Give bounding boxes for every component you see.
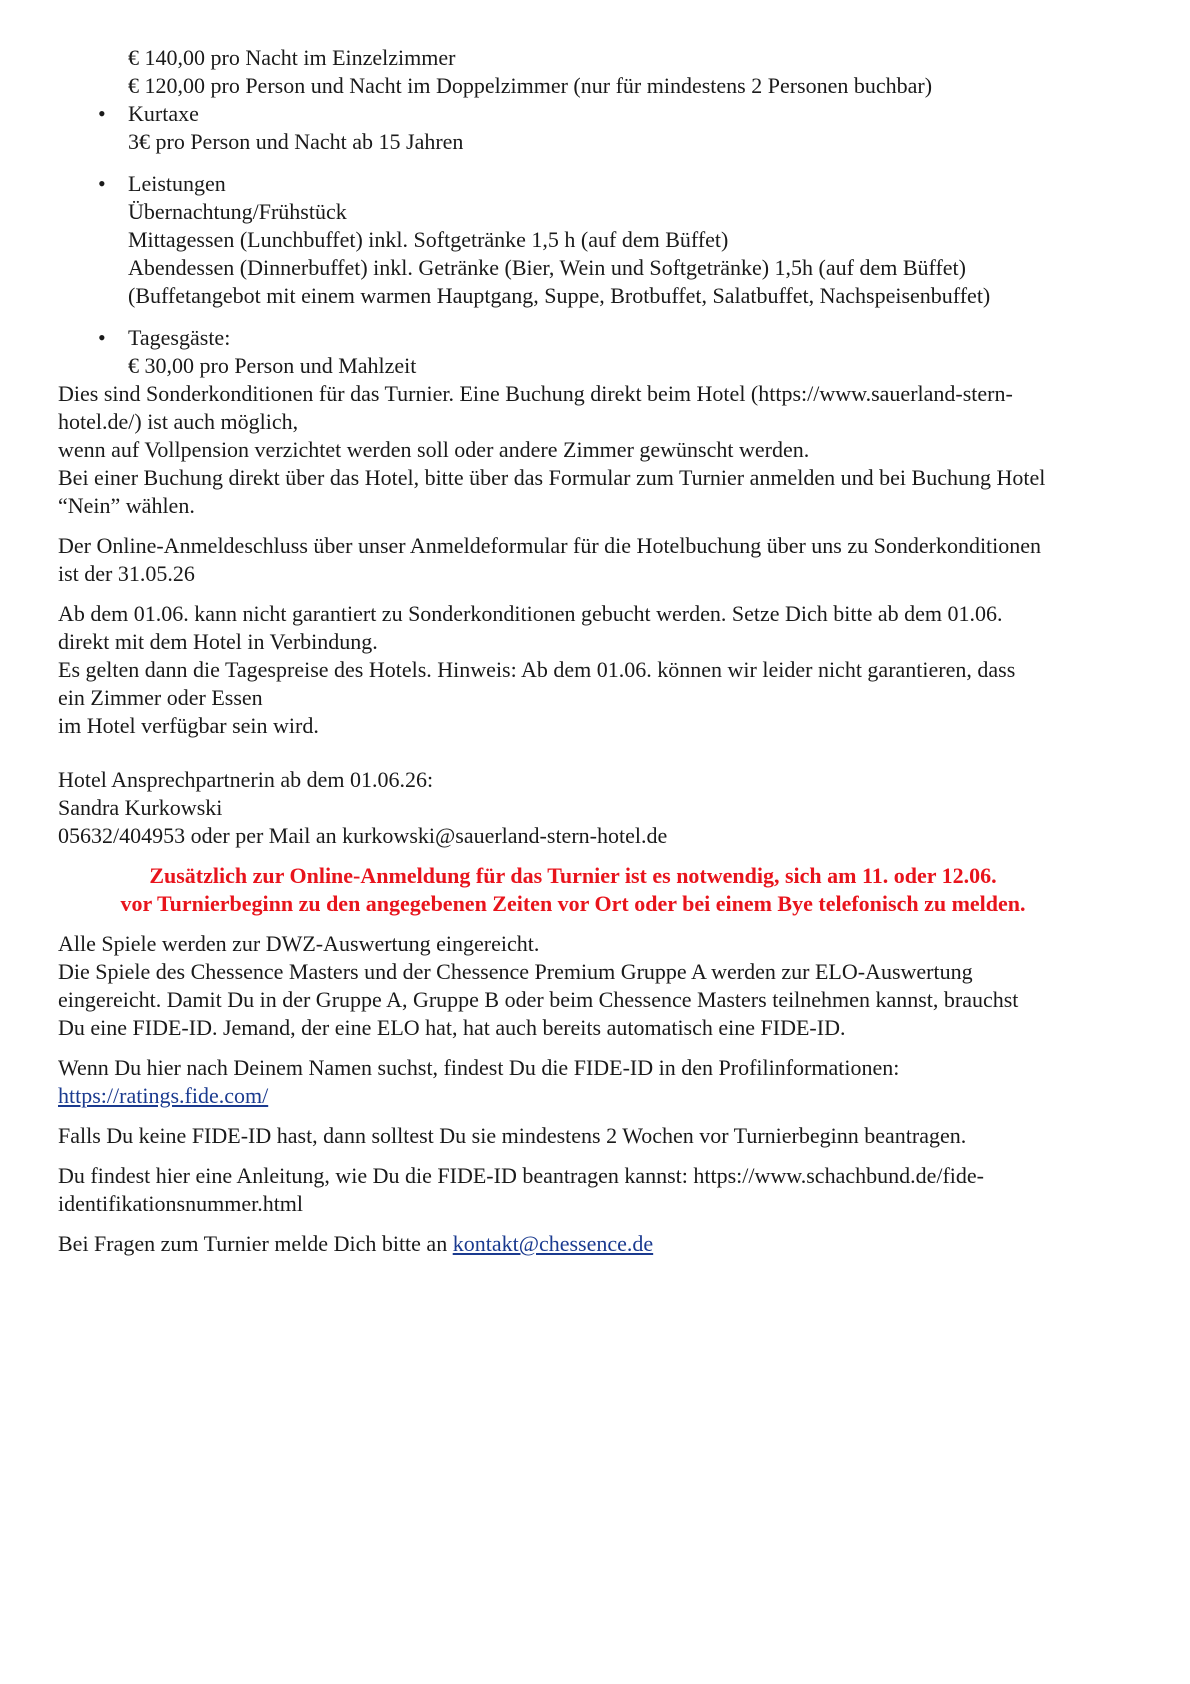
price-double: € 120,00 pro Person und Nacht im Doppelzimmer (nur für mindestens 2 Personen buchbar)	[128, 73, 933, 98]
paragraph-line: direkt mit dem Hotel in Verbindung.	[58, 629, 378, 654]
paragraph-line: Die Spiele des Chessence Masters und der Chessence Premium Gruppe A werden zur ELO-Auswertung	[58, 959, 973, 984]
paragraph-tagespreise	[58, 600, 1148, 740]
paragraph-line: Es gelten dann die Tagespreise des Hotels. Hinweis: Ab dem 01.06. können wir leider nicht garantieren, dass	[58, 657, 1016, 682]
bullet-line: (Buffetangebot mit einem warmen Hauptgang, Suppe, Brotbuffet, Salatbuffet, Nachspeisenbuffet)	[128, 283, 991, 308]
bullet-line: 3€ pro Person und Nacht ab 15 Jahren	[128, 129, 464, 154]
paragraph-line: eingereicht. Damit Du in der Gruppe A, Gruppe B oder beim Chessence Masters teilnehmen kannst, brauchst	[58, 987, 1019, 1012]
paragraph-line: Dies sind Sonderkonditionen für das Turnier. Eine Buchung direkt beim Hotel (https://www.sauerland-stern-	[58, 381, 1013, 406]
bullet-line: Abendessen (Dinnerbuffet) inkl. Getränke (Bier, Wein und Softgetränke) 1,5h (auf dem Büffet)	[128, 255, 966, 280]
registration-notice	[58, 862, 1088, 918]
paragraph-line: im Hotel verfügbar sein wird.	[58, 713, 319, 738]
paragraph-fide-apply: Falls Du keine FIDE-ID hast, dann solltest Du sie mindestens 2 Wochen vor Turnierbeginn beantragen.	[58, 1123, 967, 1148]
paragraph-fide-search	[58, 1054, 1148, 1110]
contact-phone-mail: 05632/404953 oder per Mail an kurkowski@sauerland-stern-hotel.de	[58, 823, 668, 848]
questions-text: Bei Fragen zum Turnier melde Dich bitte an	[58, 1231, 453, 1256]
bullet-line: Übernachtung/Frühstück	[128, 199, 347, 224]
paragraph-line: ist der 31.05.26	[58, 561, 195, 586]
price-single: € 140,00 pro Nacht im Einzelzimmer	[128, 45, 456, 70]
paragraph-line: Alle Spiele werden zur DWZ-Auswertung eingereicht.	[58, 931, 540, 956]
paragraph-auswertung	[58, 930, 1148, 1042]
paragraph-line: ein Zimmer oder Essen	[58, 685, 263, 710]
contact-heading: Hotel Ansprechpartnerin ab dem 01.06.26:	[58, 767, 434, 792]
document-body	[58, 44, 1148, 1258]
paragraph-fide-guide	[58, 1162, 1148, 1218]
paragraph-questions	[58, 1230, 1148, 1258]
paragraph-line: Du eine FIDE-ID. Jemand, der eine ELO hat, hat auch bereits automatisch eine FIDE-ID.	[58, 1015, 846, 1040]
notice-line: Zusätzlich zur Online-Anmeldung für das Turnier ist es notwendig, sich am 11. oder 12.06.	[149, 863, 997, 888]
bullet-line: € 30,00 pro Person und Mahlzeit	[128, 353, 417, 378]
fide-ratings-link[interactable]: https://ratings.fide.com/	[58, 1083, 269, 1108]
bullet-leistungen	[58, 170, 1148, 310]
bullet-kurtaxe	[58, 100, 1148, 156]
bullet-icon: •	[98, 325, 106, 350]
bullet-icon: •	[98, 101, 106, 126]
bullet-icon: •	[98, 171, 106, 196]
paragraph-line: Bei einer Buchung direkt über das Hotel, bitte über das Formular zum Turnier anmelden und bei Buchung Hotel	[58, 465, 1046, 490]
contact-name: Sandra Kurkowski	[58, 795, 223, 820]
paragraph-line: Wenn Du hier nach Deinem Namen suchst, findest Du die FIDE-ID in den Profilinformationen:	[58, 1055, 900, 1080]
paragraph-line: Der Online-Anmeldeschluss über unser Anmeldeformular für die Hotelbuchung über uns zu Sonderkonditionen	[58, 533, 1042, 558]
contact-email-link[interactable]: kontakt@chessence.de	[452, 1231, 654, 1256]
bullet-title: Tagesgäste:	[128, 325, 231, 350]
bullet-tagesgaeste	[58, 324, 1148, 380]
paragraph-sonderkonditionen	[58, 380, 1148, 520]
hotel-contact	[58, 766, 1148, 850]
notice-line: vor Turnierbeginn zu den angegebenen Zeiten vor Ort oder bei einem Bye telefonisch zu melden.	[120, 891, 1026, 916]
paragraph-line: “Nein” wählen.	[58, 493, 195, 518]
paragraph-line: Ab dem 01.06. kann nicht garantiert zu Sonderkonditionen gebucht werden. Setze Dich bitte ab dem 01.06.	[58, 601, 1003, 626]
paragraph-line: wenn auf Vollpension verzichtet werden soll oder andere Zimmer gewünscht werden.	[58, 437, 810, 462]
bullet-title: Leistungen	[128, 171, 226, 196]
paragraph-line: hotel.de/) ist auch möglich,	[58, 409, 299, 434]
paragraph-anmeldeschluss	[58, 532, 1148, 588]
bullet-line: Mittagessen (Lunchbuffet) inkl. Softgetränke 1,5 h (auf dem Büffet)	[128, 227, 729, 252]
paragraph-line: identifikationsnummer.html	[58, 1191, 304, 1216]
bullet-title: Kurtaxe	[128, 101, 199, 126]
paragraph-line: Du findest hier eine Anleitung, wie Du die FIDE-ID beantragen kannst: https://www.schachbund.de/fide-	[58, 1163, 985, 1188]
